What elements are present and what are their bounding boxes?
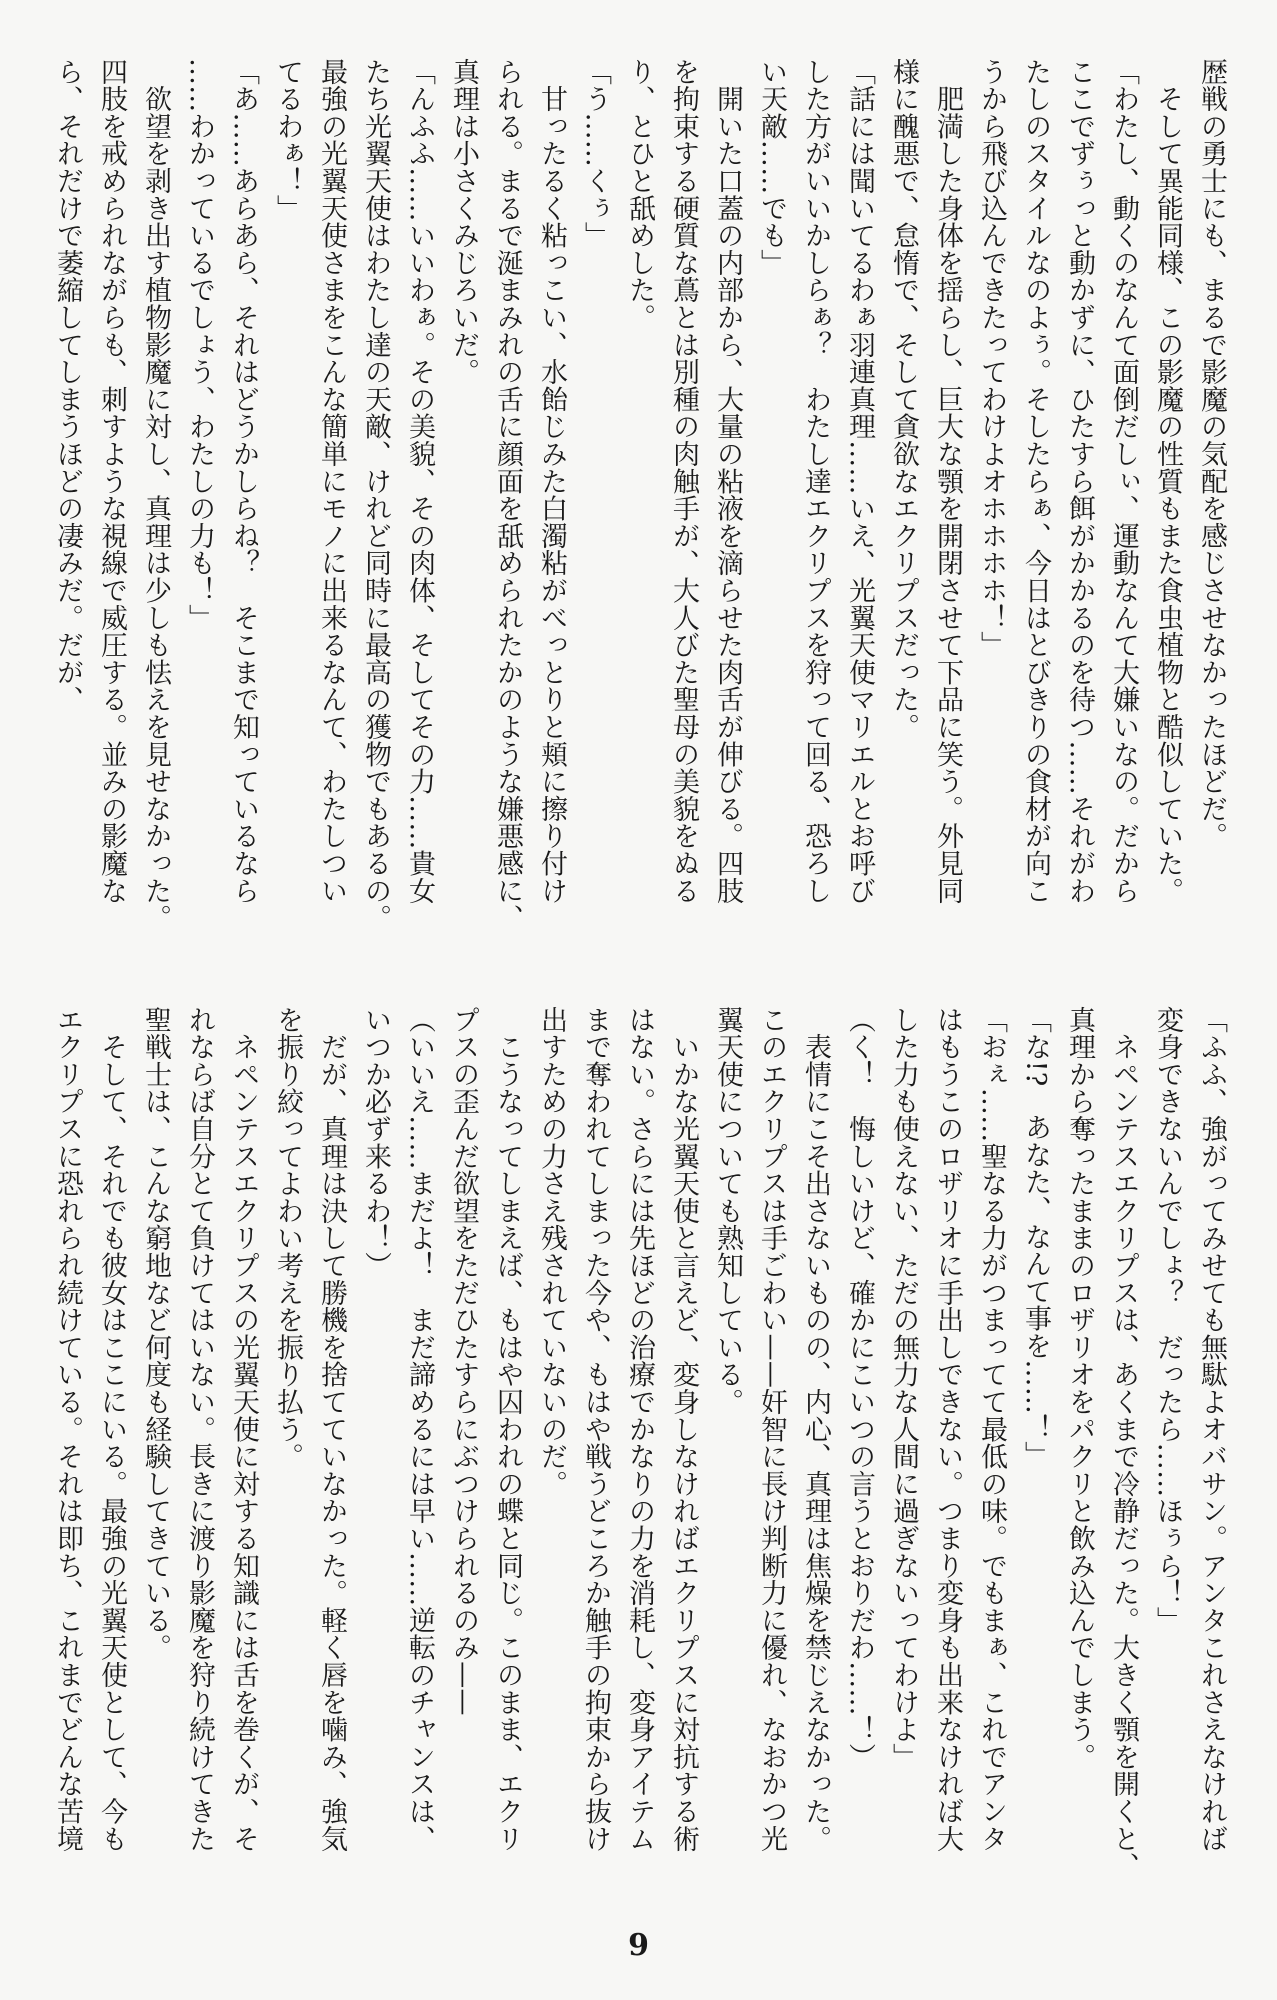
- text-column: を振り絞ってよわい考えを振り払う。: [272, 1006, 303, 1471]
- text-column: 四肢を戒められながらも、刺すような視線で威圧する。並みの影魔な: [96, 58, 127, 905]
- text-column: 歴戦の勇士にも、まるで影魔の気配を感じさせなかったほどだ。: [1196, 58, 1227, 850]
- text-column: 欲望を剥き出す植物影魔に対し、真理は少しも怯えを見せなかった。: [140, 58, 171, 932]
- text-column: 甘ったるく粘っこい、水飴じみた白濁粘がべっとりと頬に擦り付け: [536, 58, 567, 905]
- text-column: プスの歪んだ欲望をただひたすらにぶつけられるのみ——: [448, 1006, 479, 1716]
- text-column: 開いた口蓋の内部から、大量の粘液を滴らせた肉舌が伸びる。四肢: [712, 58, 743, 905]
- text-column: 「わたし、動くのなんて面倒だしぃ、運動なんて大嫌いなの。だから: [1108, 58, 1139, 905]
- text-column: はない。さらには先ほどの治療でかなりの力を消耗し、変身アイテム: [624, 1006, 655, 1853]
- text-column: （いいえ……まだよ！ まだ諦めるには早い……逆転のチャンスは、: [404, 1006, 435, 1853]
- text-column: 「話には聞いてるわぁ羽連真理……いえ、光翼天使マリエルとお呼び: [844, 58, 875, 905]
- text-column: い天敵……でも」: [756, 58, 787, 277]
- lower-text-block: [45, 1006, 1233, 1880]
- text-column: 「う……くぅ」: [580, 58, 611, 250]
- text-column: たしのスタイルなのよぅ。そしたらぁ、今日はとびきりの食材が向こ: [1020, 58, 1051, 905]
- text-column: たち光翼天使はわたし達の天敵、けれど同時に最高の獲物でもあるの。: [360, 58, 391, 932]
- text-column: このエクリプスは手ごわい——奸智に長け判断力に優れ、なおかつ光: [756, 1006, 787, 1853]
- text-column: そして異能同様、この影魔の性質もまた食虫植物と酷似していた。: [1152, 58, 1183, 905]
- text-column: 「んふふ……いいわぁ。その美貌、その肉体、そしてその力……貴女: [404, 58, 435, 905]
- text-column: てるわぁ！」: [272, 58, 303, 222]
- text-column: うから飛び込んできたってわけよオホホホホ！」: [976, 58, 1007, 659]
- text-column: ……わかっているでしょう、わたしの力も！」: [184, 58, 215, 632]
- text-column: いかな光翼天使と言えど、変身しなければエクリプスに対抗する術: [668, 1006, 699, 1853]
- text-column: だが、真理は決して勝機を捨てていなかった。軽く唇を噛み、強気: [316, 1006, 347, 1853]
- text-column: エクリプスに恐れられ続けている。それは即ち、これまでどんな苦境: [52, 1006, 83, 1853]
- text-column: まで奪われてしまった今や、もはや戦うどころか触手の拘束から抜け: [580, 1006, 611, 1853]
- text-column: 表情にこそ出さないものの、内心、真理は焦燥を禁じえなかった。: [800, 1006, 831, 1853]
- text-column: 「あ……あらあら、それはどうかしらね？ そこまで知っているなら: [228, 58, 259, 905]
- text-column: 出すための力さえ残されていないのだ。: [536, 1006, 567, 1498]
- text-column: を拘束する硬質な蔦とは別種の肉触手が、大人びた聖母の美貌をぬる: [668, 58, 699, 905]
- text-column: ここでずぅっと動かずに、ひたすら餌がかかるのを待つ……それがわ: [1064, 58, 1095, 905]
- text-column: した力も使えない、ただの無力な人間に過ぎないってわけよ」: [888, 1006, 919, 1771]
- text-column: 「な!? あなた、なんて事を……！」: [1020, 1006, 1051, 1469]
- text-column: はもうこのロザリオに手出しできない。つまり変身も出来なければ大: [932, 1006, 963, 1853]
- text-column: （く！ 悔しいけど、確かにこいつの言うとおりだわ……！）: [844, 1006, 875, 1771]
- text-column: そして、それでも彼女はここにいる。最強の光翼天使として、今も: [96, 1006, 127, 1853]
- upper-text-block: [45, 58, 1233, 932]
- text-column: り、とひと舐めした。: [624, 58, 655, 331]
- text-column: した方がいいかしらぁ？ わたし達エクリプスを狩って回る、恐ろし: [800, 58, 831, 905]
- text-column: いつか必ず来るわ！）: [360, 1006, 391, 1279]
- text-column: 「おぇ……聖なる力がつまってて最低の味。でもまぁ、これでアンタ: [976, 1006, 1007, 1853]
- text-column: 翼天使についても熟知している。: [712, 1006, 743, 1416]
- text-column: 最強の光翼天使さまをこんな簡単にモノに出来るなんて、わたしつい: [316, 58, 347, 905]
- text-column: 「ふふ、強がってみせても無駄よオバサン。アンタこれさえなければ: [1196, 1006, 1227, 1853]
- text-column: 聖戦士は、こんな窮地など何度も経験してきている。: [140, 1006, 171, 1662]
- text-column: ネペンテスエクリプスの光翼天使に対する知識には舌を巻くが、そ: [228, 1006, 259, 1853]
- text-column: ら、それだけで萎縮してしまうほどの凄みだ。だが、: [52, 58, 83, 714]
- text-column: られる。まるで涎まみれの舌に顔面を舐められたかのような嫌悪感に、: [492, 58, 523, 932]
- page-number: 9: [628, 1928, 649, 1963]
- text-column: 真理から奪ったままのロザリオをパクリと飲み込んでしまう。: [1064, 1006, 1095, 1771]
- text-column: こうなってしまえば、もはや囚われの蝶と同じ。このまま、エクリ: [492, 1006, 523, 1853]
- text-column: ネペンテスエクリプスは、あくまで冷静だった。大きく顎を開くと、: [1108, 1006, 1139, 1880]
- text-column: 真理は小さくみじろいだ。: [448, 58, 479, 386]
- text-column: 肥満した身体を揺らし、巨大な顎を開閉させて下品に笑う。外見同: [932, 58, 963, 905]
- text-column: 様に醜悪で、怠惰で、そして貪欲なエクリプスだった。: [888, 58, 919, 741]
- text-column: れならば自分とて負けてはいない。長きに渡り影魔を狩り続けてきた: [184, 1006, 215, 1853]
- text-column: 変身できないんでしょ？ だったら……ほぅら！」: [1152, 1006, 1183, 1634]
